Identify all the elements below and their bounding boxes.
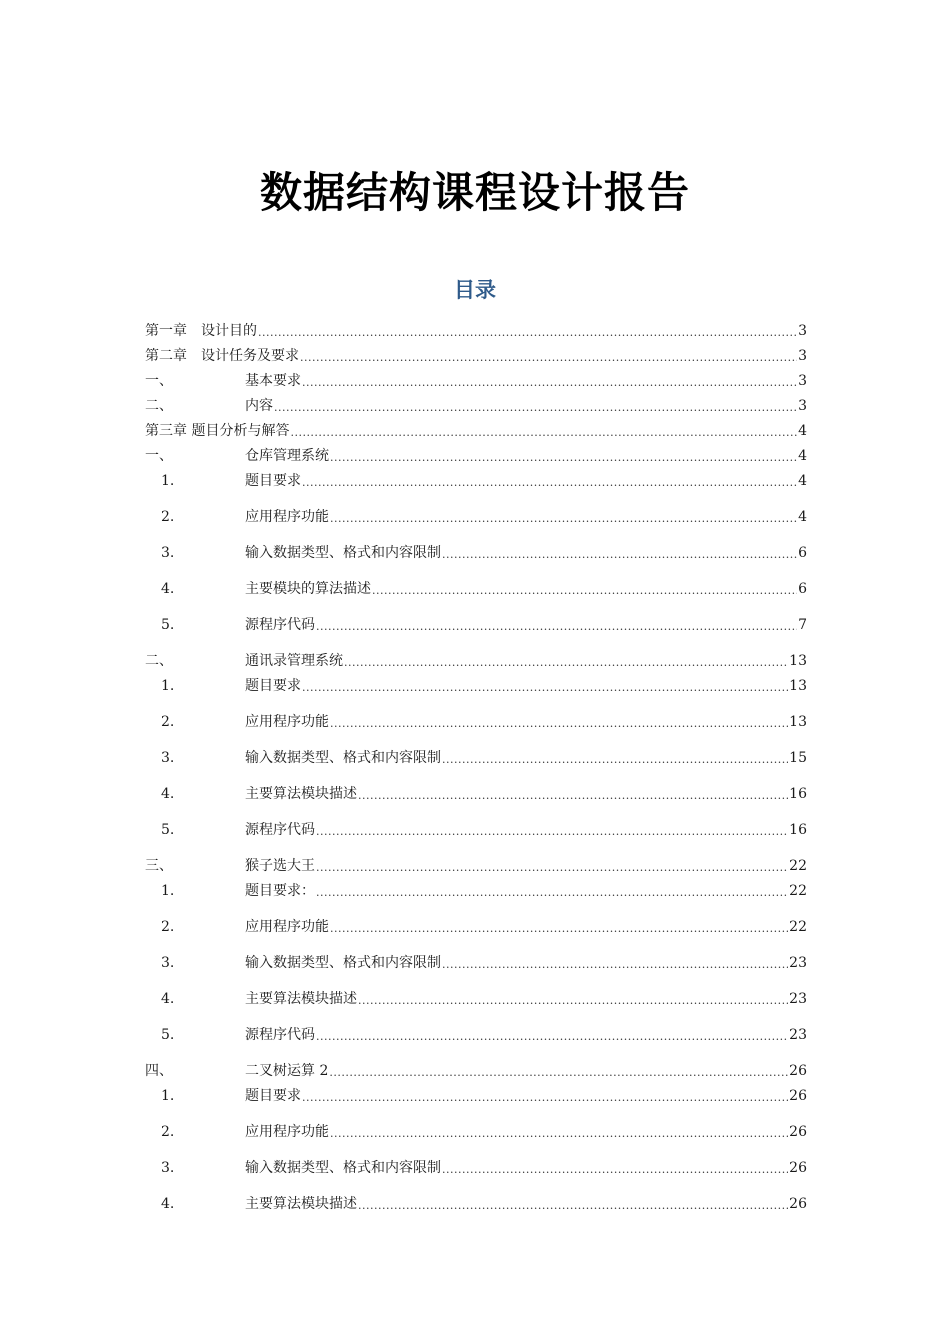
toc-entry-title: 二叉树运算 2 [245, 1063, 329, 1079]
toc-dot-leader [372, 583, 797, 598]
toc-page-number: 3 [798, 373, 807, 389]
toc-dot-leader [442, 752, 788, 767]
toc-entry[interactable] [145, 950, 807, 972]
toc-entry-number: 一、 [145, 448, 173, 464]
toc-entry-title: 仓库管理系统 [245, 448, 329, 464]
toc-entry-title: 主要算法模块描述 [245, 1196, 357, 1212]
toc-entry-title: 基本要求 [245, 373, 301, 389]
toc-entry-title: 第一章 设计目的 [145, 323, 257, 339]
toc-entry-number: 4. [161, 581, 175, 597]
toc-entry-title: 应用程序功能 [245, 714, 329, 730]
toc-page-number: 3 [798, 348, 807, 364]
toc-entry-title: 源程序代码 [245, 822, 315, 838]
toc-entry-title: 源程序代码 [245, 1027, 315, 1043]
toc-entry-title: 应用程序功能 [245, 509, 329, 525]
toc-entry-number: 5. [161, 822, 175, 838]
toc-entry-number: 5. [161, 1027, 175, 1043]
toc-entry-number: 1. [161, 678, 175, 694]
toc-page-number: 13 [789, 653, 807, 669]
toc-page-number: 22 [789, 919, 807, 935]
toc-entry-title: 输入数据类型、格式和内容限制 [245, 955, 441, 971]
toc-entry[interactable] [145, 368, 807, 390]
toc-page-number: 4 [798, 448, 807, 464]
toc-dot-leader [316, 1029, 788, 1044]
toc-entry-title: 输入数据类型、格式和内容限制 [245, 750, 441, 766]
toc-dot-leader [316, 824, 788, 839]
toc-page-number: 4 [798, 509, 807, 525]
toc-dot-leader [274, 400, 797, 415]
toc-entry-title: 猴子选大王 [245, 858, 315, 874]
toc-entry-number: 四、 [145, 1063, 173, 1079]
toc-entry[interactable] [145, 914, 807, 936]
toc-entry[interactable] [145, 343, 807, 365]
toc-entry[interactable] [145, 1022, 807, 1044]
toc-dot-leader [358, 993, 788, 1008]
toc-entry-title: 主要算法模块描述 [245, 991, 357, 1007]
toc-entry[interactable] [145, 709, 807, 731]
toc-page-number: 6 [798, 545, 807, 561]
toc-dot-leader [330, 716, 788, 731]
toc-page-number: 3 [798, 323, 807, 339]
toc-entry[interactable] [145, 1083, 807, 1105]
toc-entry-title: 题目要求 [245, 678, 301, 694]
toc-dot-leader [258, 325, 797, 340]
toc-dot-leader [330, 450, 797, 465]
toc-entry[interactable] [145, 878, 807, 900]
toc-dot-leader [302, 475, 797, 490]
toc-entry-number: 3. [161, 545, 175, 561]
toc-entry[interactable] [145, 443, 807, 465]
toc-dot-leader [302, 1090, 788, 1105]
toc-entry[interactable] [145, 576, 807, 598]
toc-entry-number: 3. [161, 955, 175, 971]
toc-dot-leader [442, 547, 797, 562]
toc-dot-leader [316, 860, 788, 875]
toc-page-number: 26 [789, 1160, 807, 1176]
toc-entry-title: 题目要求 [245, 1088, 301, 1104]
toc-entry-title: 第三章 题目分析与解答 [145, 423, 290, 439]
toc-entry-number: 3. [161, 1160, 175, 1176]
toc-page-number: 22 [789, 883, 807, 899]
toc-entry-number: 2. [161, 509, 175, 525]
toc-entry-number: 1. [161, 1088, 175, 1104]
toc-entry-title: 题目要求： [245, 883, 315, 899]
toc-dot-leader [316, 885, 788, 900]
toc-entry[interactable] [145, 504, 807, 526]
toc-page-number: 4 [798, 473, 807, 489]
toc-entry-title: 输入数据类型、格式和内容限制 [245, 1160, 441, 1176]
toc-entry[interactable] [145, 853, 807, 875]
toc-page-number: 3 [798, 398, 807, 414]
toc-dot-leader [330, 921, 788, 936]
toc-page-number: 26 [789, 1063, 807, 1079]
toc-page-number: 13 [789, 714, 807, 730]
toc-entry[interactable] [145, 1155, 807, 1177]
toc-dot-leader [330, 1126, 788, 1141]
toc-entry[interactable] [145, 468, 807, 490]
toc-dot-leader [329, 1065, 788, 1080]
toc-dot-leader [344, 655, 788, 670]
toc-page-number: 16 [789, 786, 807, 802]
toc-entry-title: 主要模块的算法描述 [245, 581, 371, 597]
toc-page-number: 22 [789, 858, 807, 874]
toc-entry-number: 一、 [145, 373, 173, 389]
toc-dot-leader [316, 619, 797, 634]
toc-entry[interactable] [145, 318, 807, 340]
toc-page-number: 6 [798, 581, 807, 597]
toc-entry-number: 二、 [145, 653, 173, 669]
toc-entry-title: 主要算法模块描述 [245, 786, 357, 802]
toc-entry[interactable] [145, 986, 807, 1008]
toc-dot-leader [302, 375, 797, 390]
toc-entry[interactable] [145, 393, 807, 415]
toc-page-number: 26 [789, 1196, 807, 1212]
toc-entry[interactable] [145, 673, 807, 695]
toc-entry[interactable] [145, 612, 807, 634]
toc-entry-title: 第二章 设计任务及要求 [145, 348, 299, 364]
toc-entry-title: 内容 [245, 398, 273, 414]
toc-entry-number: 三、 [145, 858, 173, 874]
toc-page-number: 26 [789, 1088, 807, 1104]
toc-dot-leader [442, 957, 788, 972]
toc-page-number: 23 [789, 1027, 807, 1043]
toc-dot-leader [358, 1198, 788, 1213]
toc-entry[interactable] [145, 648, 807, 670]
toc-entry-title: 应用程序功能 [245, 919, 329, 935]
toc-page-number: 26 [789, 1124, 807, 1140]
toc-entry[interactable] [145, 540, 807, 562]
toc-entry-number: 2. [161, 1124, 175, 1140]
toc-entry[interactable] [145, 781, 807, 803]
toc-page-number: 7 [798, 617, 807, 633]
toc-entry-title: 应用程序功能 [245, 1124, 329, 1140]
toc-page-number: 23 [789, 955, 807, 971]
toc-dot-leader [442, 1162, 788, 1177]
toc-entry-number: 1. [161, 473, 175, 489]
toc-entry-number: 2. [161, 714, 175, 730]
toc-entry-number: 4. [161, 1196, 175, 1212]
toc-entry-number: 4. [161, 786, 175, 802]
toc-entry-number: 3. [161, 750, 175, 766]
toc-dot-leader [330, 511, 797, 526]
toc-entry[interactable] [145, 817, 807, 839]
toc-entry-title: 源程序代码 [245, 617, 315, 633]
toc-page-number: 13 [789, 678, 807, 694]
toc-entry[interactable] [145, 1058, 807, 1080]
toc-page-number: 16 [789, 822, 807, 838]
toc-page-number: 15 [789, 750, 807, 766]
toc-entry[interactable] [145, 1191, 807, 1213]
toc-dot-leader [302, 680, 788, 695]
toc-entry-number: 2. [161, 919, 175, 935]
toc-page-number: 23 [789, 991, 807, 1007]
document-title: 数据结构课程设计报告 [259, 168, 690, 217]
toc-entry[interactable] [145, 418, 807, 440]
toc-entry-number: 二、 [145, 398, 173, 414]
toc-entry-title: 输入数据类型、格式和内容限制 [245, 545, 441, 561]
toc-dot-leader [300, 350, 797, 365]
toc-page-number: 4 [798, 423, 807, 439]
toc-entry-title: 题目要求 [245, 473, 301, 489]
toc-entry-number: 1. [161, 883, 175, 899]
toc-entry-number: 5. [161, 617, 175, 633]
toc-entry-number: 4. [161, 991, 175, 1007]
toc-entry[interactable] [145, 1119, 807, 1141]
toc-entry[interactable] [145, 745, 807, 767]
toc-dot-leader [358, 788, 788, 803]
toc-heading: 目录 [454, 278, 496, 302]
toc-entry-title: 通讯录管理系统 [245, 653, 343, 669]
toc-dot-leader [290, 425, 797, 440]
